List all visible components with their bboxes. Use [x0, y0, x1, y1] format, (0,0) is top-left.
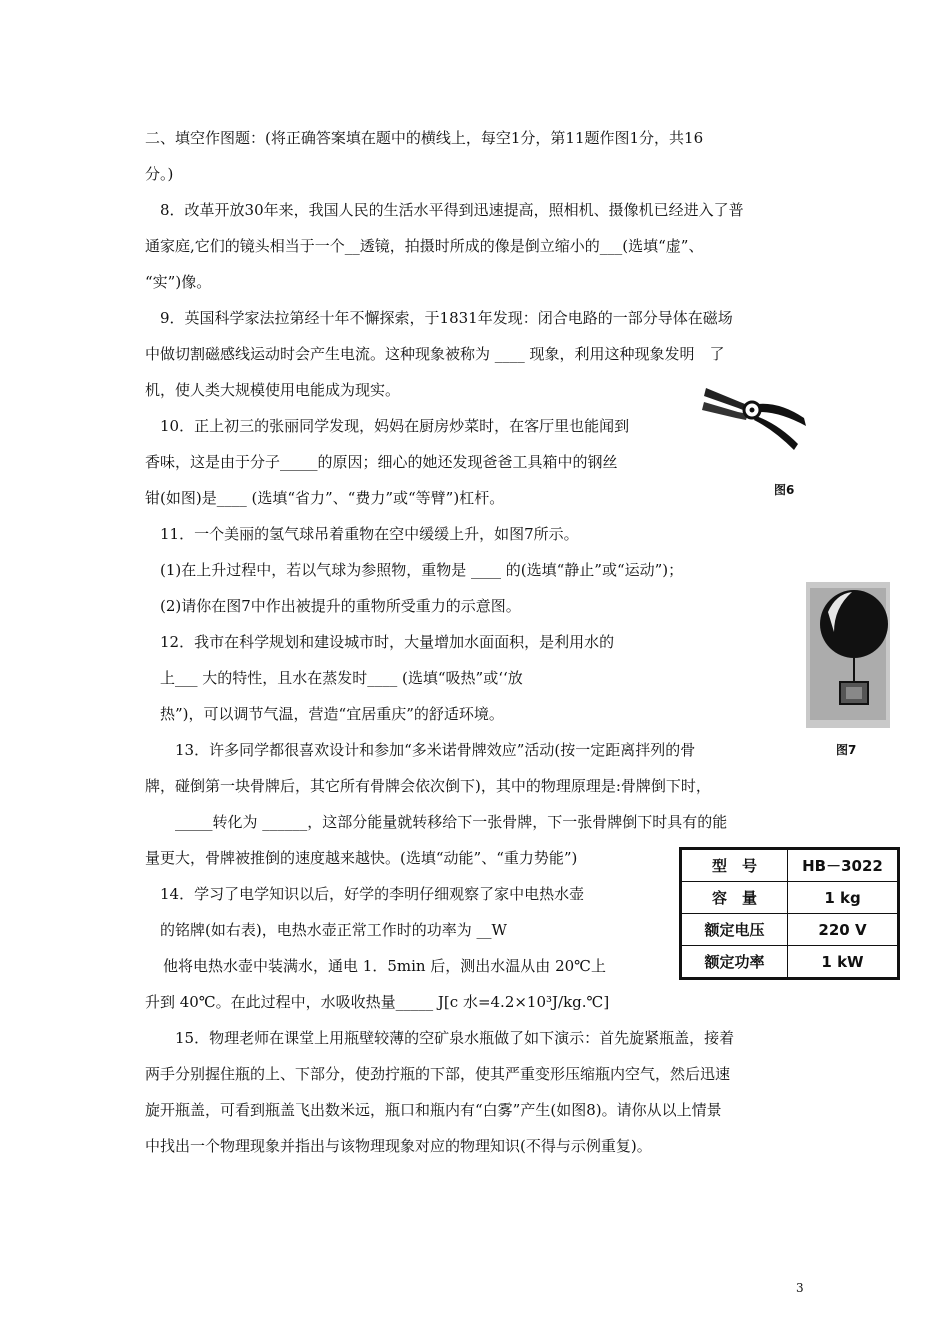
spec-label: 容 量	[681, 882, 788, 914]
q9-line2: 中做切割磁感线运动时会产生电流。这种现象被称为 ____ 现象，利用这种现象发明 了	[145, 345, 725, 363]
q10-line2: 香味，这是由于分子_____的原因；细心的她还发现爸爸工具箱中的钢丝	[145, 453, 618, 471]
q9-line1: 9．英国科学家法拉第经十年不懈探索，于1831年发现：闭合电路的一部分导体在磁场	[160, 309, 733, 327]
q12-line3: 热”)，可以调节气温，营造“宜居重庆”的舒适环境。	[160, 705, 504, 723]
q14-line3: 他将电热水壶中装满水，通电 1．5min 后，测出水温从由 20℃上	[163, 957, 606, 975]
q9-line3: 机，使人类大规模使用电能成为现实。	[145, 381, 401, 399]
balloon-weight-image	[806, 582, 890, 728]
q12-line1: 12．我市在科学规划和建设城市时，大量增加水面面积，是利用水的	[160, 633, 615, 651]
spec-label: 额定功率	[681, 946, 788, 979]
q14-line4: 升到 40℃。在此过程中，水吸收热量_____ J[c 水=4.2×10³J/kg.℃]	[145, 993, 610, 1011]
q15-line3: 旋开瓶盖，可看到瓶盖飞出数米远，瓶口和瓶内有“白雾”产生(如图8)。请你从以上情景	[145, 1101, 722, 1119]
figure-6-caption: 图6	[774, 483, 795, 497]
q11-line3: (2)请你在图7中作出被提升的重物所受重力的示意图。	[160, 597, 521, 615]
q14-line2: 的铭牌(如右表)，电热水壶正常工作时的功率为 __W	[160, 921, 507, 939]
q11-line1: 11．一个美丽的氢气球吊着重物在空中缓缓上升，如图7所示。	[160, 525, 579, 543]
spec-value: 220 V	[788, 914, 899, 946]
table-row	[681, 882, 899, 914]
spec-value: 1 kW	[788, 946, 899, 979]
section-title-line1: 二、填空作图题：(将正确答案填在题中的横线上，每空1分，第11题作图1分，共16	[145, 129, 704, 147]
section-title-line2: 分。)	[145, 165, 174, 183]
figure-7-caption: 图7	[836, 743, 857, 757]
table-row	[681, 849, 899, 882]
q15-line4: 中找出一个物理现象并指出与该物理现象对应的物理知识(不得与示例重复)。	[145, 1137, 652, 1155]
spec-label: 额定电压	[681, 914, 788, 946]
q11-line2: (1)在上升过程中，若以气球为参照物，重物是 ____ 的(选填“静止”或“运动”)；	[160, 561, 684, 579]
q8-line3: “实”)像。	[145, 273, 212, 291]
q10-line1: 10．正上初三的张丽同学发现，妈妈在厨房炒菜时，在客厅里也能闻到	[160, 417, 630, 435]
q13-line3: _____转化为 ______，这部分能量就转移给下一张骨牌，下一张骨牌倒下时具有的能	[175, 813, 728, 831]
q14-line1: 14．学习了电学知识以后，好学的李明仔细观察了家中电热水壶	[160, 885, 585, 903]
q8-line1: 8．改革开放30年来，我国人民的生活水平得到迅速提高，照相机、摄像机已经进入了普	[160, 201, 744, 219]
kettle-spec-table	[679, 847, 900, 980]
q8-line2: 通家庭,它们的镜头相当于一个__透镜，拍摄时所成的像是倒立缩小的___(选填“虚”、	[145, 237, 704, 255]
q15-line2: 两手分别握住瓶的上、下部分，使劲拧瓶的下部，使其严重变形压缩瓶内空气，然后迅速	[145, 1065, 731, 1083]
spec-label: 型 号	[681, 849, 788, 882]
spec-value: HB－3022	[788, 849, 899, 882]
q12-line2: 上___ 大的特性，且水在蒸发时____ (选填“吸热”或‘‘放	[160, 669, 523, 687]
q13-line4: 量更大，骨牌被推倒的速度越来越快。(选填“动能”、“重力势能”)	[145, 849, 578, 867]
spec-value: 1 kg	[788, 882, 899, 914]
q15-line1: 15．物理老师在课堂上用瓶壁较薄的空矿泉水瓶做了如下演示：首先旋紧瓶盖，接着	[175, 1029, 735, 1047]
q13-line2: 牌，碰倒第一块骨牌后，其它所有骨牌会依次倒下)，其中的物理原理是:骨牌倒下时，	[145, 777, 711, 795]
q13-line1: 13．许多同学都很喜欢设计和参加“多米诺骨牌效应”活动(按一定距离拌列的骨	[175, 741, 696, 759]
q10-line3: 钳(如图)是____ (选填“省力”、“费力”或“等臂”)杠杆。	[145, 489, 505, 507]
table-row	[681, 946, 899, 979]
table-row	[681, 914, 899, 946]
pliers-image	[700, 372, 812, 460]
page-number: 3	[796, 1281, 804, 1295]
